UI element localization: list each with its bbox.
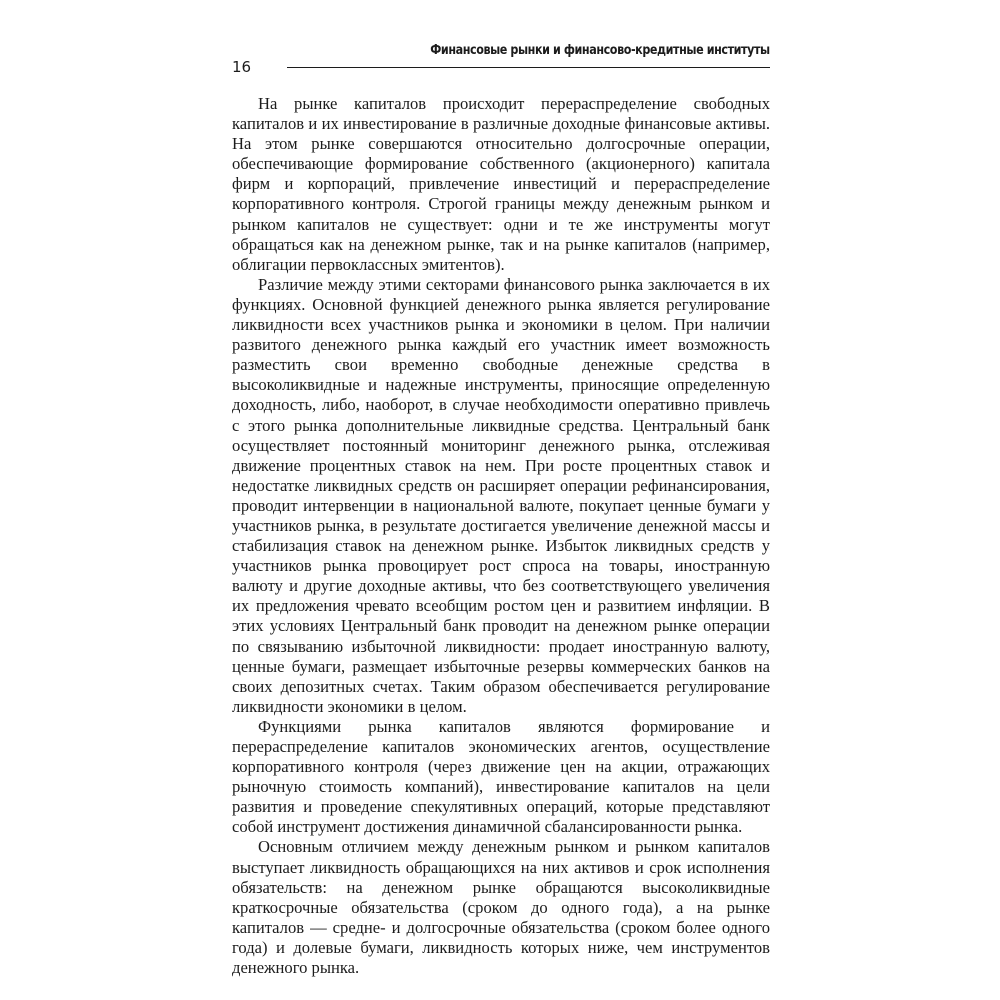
running-header — [232, 43, 770, 76]
paragraph: Основным отличием между денежным рынком и рынком капиталов выступает ликвидность обращающихся на них активов и срок исполнения обязательств: на денежном рынке обращаются высоколиквидные краткосрочные обязательства (сроком до одного года), а на рынке капиталов — средне- и долгосрочные обязательства (сроком более одного года) и долевые бумаги, ликвидность которых ниже, чем инструментов денежного рынка. — [232, 837, 770, 978]
paragraph: Функциями рынка капиталов являются формирование и перераспределение капиталов экономических агентов, осуществление корпоративного контроля (через движение цен на акции, отражающих рыночную стоимость компаний), инвестирование капиталов на цели развития и проведение спекулятивных операций, которые представляют собой инструмент достижения динамичной сбалансированности рынка. — [232, 716, 770, 837]
page-number: 16 — [232, 58, 252, 76]
paragraph: Различие между этими секторами финансового рынка заключается в их функциях. Основной функцией денежного рынка является регулирование ликвидности всех участников рынка и экономики в целом. При наличии развитого денежного рынка каждый его участник имеет возможность разместить свои временно свободные денежные средства в высоколиквидные и надежные инструменты, приносящие определенную доходность, либо, наоборот, в случае необходимости оперативно привлечь с этого рынка дополнительные ликвидные средства. Центральный банк осуществляет постоянный мониторинг денежного рынка, отслеживая движение процентных ставок на нем. При росте процентных ставок и недостатке ликвидных средств он расширяет операции рефинансирования, проводит интервенции в национальной валюте, покупает ценные бумаги у участников рынка, в результате достигается увеличение денежной массы и стабилизация ставок на денежном рынке. Избыток ликвидных средств у участников рынка провоцирует рост спроса на товары, иностранную валюту и другие доходные активы, что без соответствующего увеличения их предложения чревато всеобщим ростом цен и развитием инфляции. В этих условиях Центральный банк проводит на денежном рынке операции по связыванию избыточной ликвидности: продает иностранную валюту, ценные бумаги, размещает избыточные резервы коммерческих банков на своих депозитных счетах. Таким образом обеспечивается регулирование ликвидности экономики в целом. — [232, 274, 770, 716]
paragraph: На рынке капиталов происходит перераспределение свободных капиталов и их инвестирование в различные доходные финансовые активы. На этом рынке совершаются относительно долгосрочные операции, обеспечивающие формирование собственного (акционерного) капитала фирм и корпораций, привлечение инвестиций и перераспределение корпоративного контроля. Строгой границы между денежным рынком и рынком капиталов не существует: одни и те же инструменты могут обращаться как на денежном рынке, так и на рынке капиталов (например, облигации первоклассных эмитентов). — [232, 94, 770, 274]
running-header-title: Финансовые рынки и финансово-кредитные институты — [430, 43, 770, 58]
header-rule — [287, 67, 770, 68]
body-text — [232, 94, 770, 978]
